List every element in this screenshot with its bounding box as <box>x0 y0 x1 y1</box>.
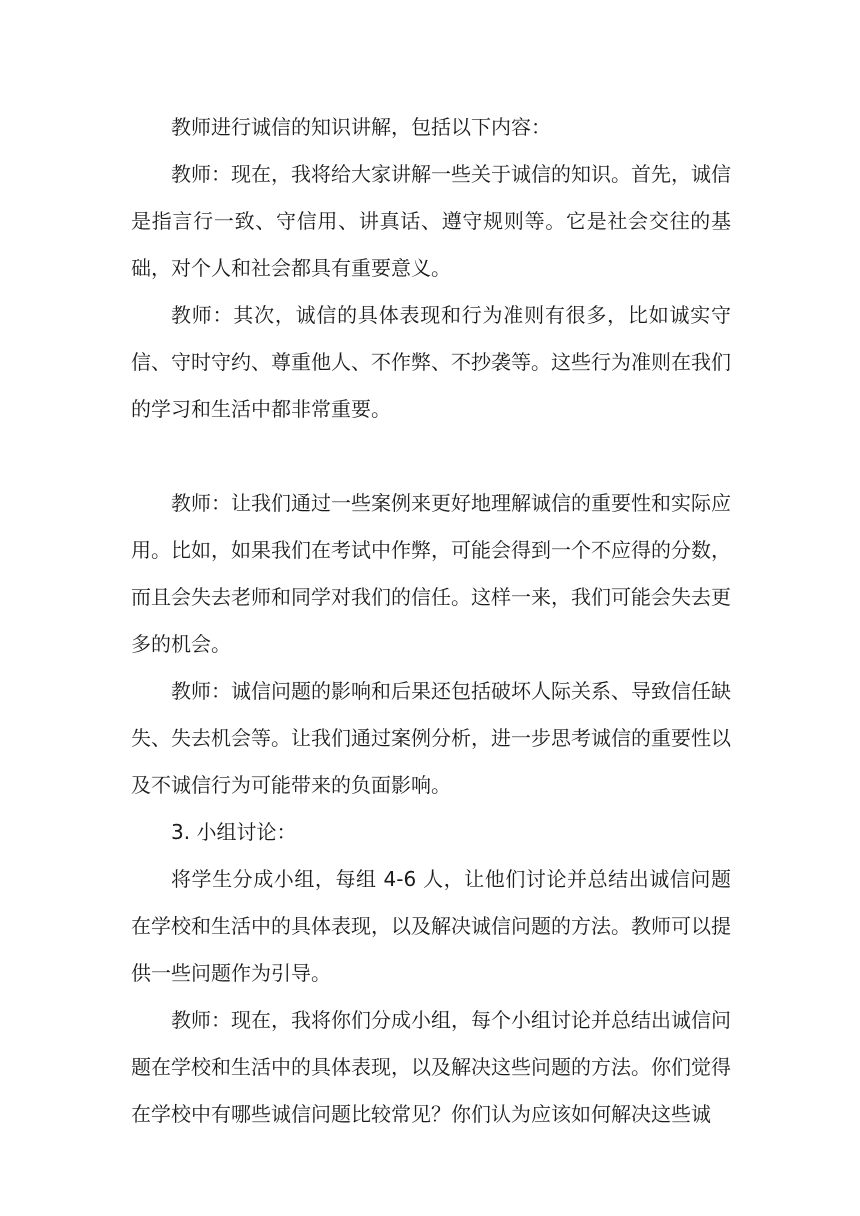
section-heading-group-discussion: 3. 小组讨论： <box>171 820 297 844</box>
document-body <box>131 104 731 1138</box>
paragraph-definition: 教师：现在，我将给大家讲解一些关于诚信的知识。首先，诚信是指言行一致、守信用、讲真话、遵守规则等。它是社会交往的基础，对个人和社会都具有重要意义。 <box>131 162 731 280</box>
paragraph-consequences: 教师：诚信问题的影响和后果还包括破坏人际关系、导致信任缺失、失去机会等。让我们通过案例分析，进一步思考诚信的重要性以及不诚信行为可能带来的负面影响。 <box>131 679 731 797</box>
paragraph-teacher-prompt: 教师：现在，我将你们分成小组，每个小组讨论并总结出诚信问题在学校和生活中的具体表现，以及解决这些问题的方法。你们觉得在学校中有哪些诚信问题比较常见？你们认为应该如何解决这些诚 <box>131 1008 731 1126</box>
paragraph-gap <box>131 433 731 480</box>
paragraph-group-instructions: 将学生分成小组，每组 4-6 人，让他们讨论并总结出诚信问题在学校和生活中的具体表现，以及解决诚信问题的方法。教师可以提供一些问题作为引导。 <box>131 867 731 985</box>
paragraph-case-example: 教师：让我们通过一些案例来更好地理解诚信的重要性和实际应用。比如，如果我们在考试中作弊，可能会得到一个不应得的分数，而且会失去老师和同学对我们的信任。这样一来，我们可能会失去更多的机会。 <box>131 491 731 656</box>
paragraph-intro: 教师进行诚信的知识讲解，包括以下内容： <box>171 115 551 139</box>
paragraph-behavior-rules: 教师：其次，诚信的具体表现和行为准则有很多，比如诚实守信、守时守约、尊重他人、不作弊、不抄袭等。这些行为准则在我们的学习和生活中都非常重要。 <box>131 303 731 421</box>
